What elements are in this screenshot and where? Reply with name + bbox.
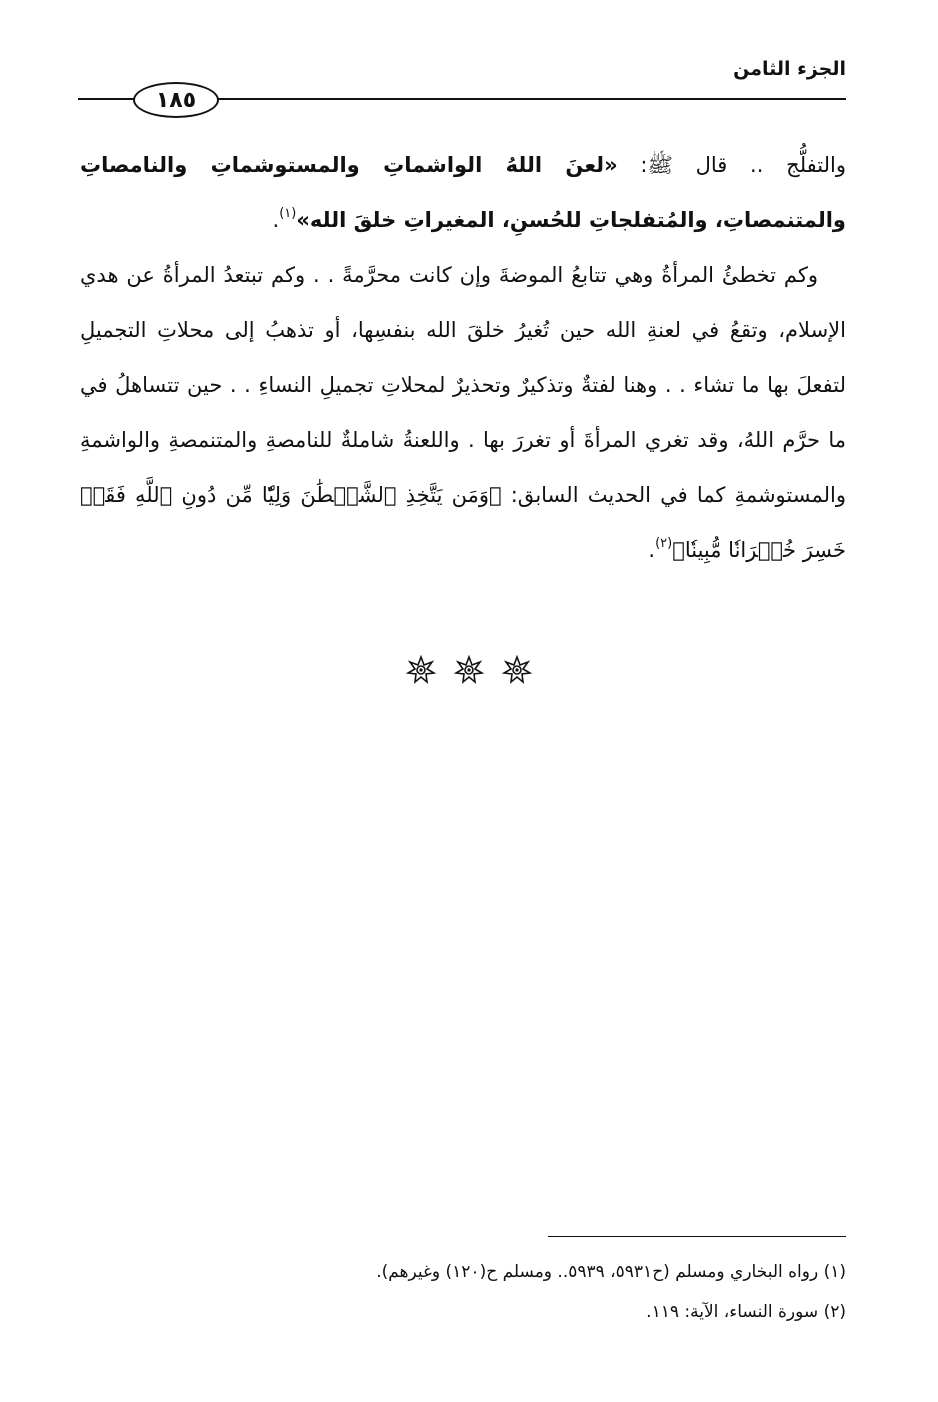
star-flower-icon (406, 655, 436, 685)
footnotes (200, 1252, 846, 1332)
paragraph-1-end: . (272, 208, 280, 232)
running-title: الجزء الثامن (733, 58, 846, 80)
star-flower-icon (454, 655, 484, 685)
paragraph-2-text: وكم تخطئُ المرأةُ وهي تتابعُ الموضةَ وإن كانت محرَّمةً . . وكم تبتعدُ المرأةُ عن هدي الإسلام، وتقعُ في لعنةِ الله حين تُغيرُ خلقَ الله بنفسِها، أو تذهبُ إلى محلاتِ التجميلِ لتفعلَ بها ما تشاء . . وهنا لفتةٌ وتذكيرٌ وتحذيرٌ لمحلاتِ تجميلِ النساءِ . . حين تتساهلُ في ما حرَّم اللهُ، وقد تغري المرأةَ أو تغررَ بها . واللعنةُ شاملةٌ للنامصةِ والمتنمصةِ والواشمةِ والمستوشمةِ كما في الحديث السابق: (80, 263, 846, 507)
footnote-marker-1[interactable]: (١) (279, 206, 297, 221)
hadith-quote: «لعنَ اللهُ الواشماتِ والمستوشماتِ والنامصاتِ والمتنمصاتِ، والمُتفلجاتِ للحُسنِ، المغيراتِ خلقَ الله» (80, 153, 846, 232)
footnote-1: (١) رواه البخاري ومسلم (ح٥٩٣١، ٥٩٣٩.. ومسلم ح(١٢٠) وغيرهم). (376, 1262, 846, 1282)
star-flower-icon (502, 655, 532, 685)
paragraph-2 (80, 248, 846, 578)
footnote-rule (548, 1236, 846, 1237)
paragraph-1 (80, 138, 846, 248)
footnote-marker-2[interactable]: (٢) (655, 536, 673, 551)
paragraph-1-intro: والتفلُّج .. قال ﷺ: (617, 153, 846, 177)
section-divider (0, 655, 938, 685)
footnote-2: (٢) سورة النساء، الآية: ١١٩. (646, 1302, 846, 1322)
quran-verse: ﴿وَمَن يَتَّخِذِ ٱلشَّيۡطَٰنَ وَلِيّٗا مِّن دُونِ ٱللَّهِ فَقَدۡ خَسِرَ خُسۡرَانٗا مُّبِينٗا﴾ (80, 483, 846, 562)
body-text (80, 138, 846, 578)
page-number: ١٨٥ (133, 82, 219, 118)
paragraph-2-end: . (648, 538, 656, 562)
